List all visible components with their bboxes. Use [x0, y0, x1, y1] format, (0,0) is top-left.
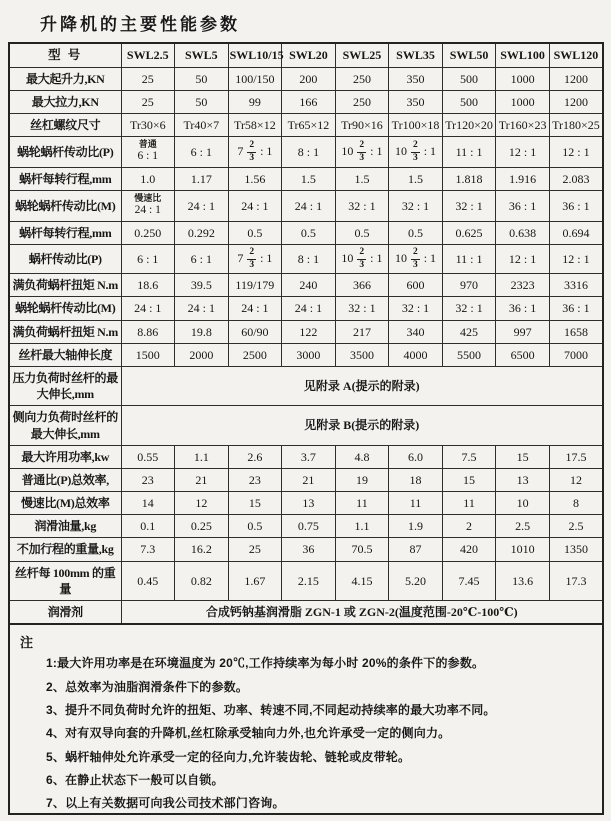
- table-cell: 1.1: [175, 445, 229, 468]
- table-row: [9, 468, 603, 491]
- table-cell: 6 : 1: [175, 245, 229, 274]
- cell-note-text: 普通: [138, 139, 157, 150]
- table-cell: 420: [442, 538, 496, 561]
- table-cell: 1.9: [389, 515, 443, 538]
- table-cell: 12 : 1: [496, 245, 550, 274]
- fraction: $\frac{2}{3}$: [249, 247, 255, 270]
- merged-cell: 见附录 A(提示的附录): [121, 366, 603, 405]
- table-cell: 1.56: [228, 168, 282, 191]
- table-cell: 10 $\frac{2}{3}$ : 1: [335, 245, 389, 274]
- table-cell: 350: [389, 91, 443, 114]
- table-cell: 2.5: [549, 515, 603, 538]
- cell-value-text: 6 : 1: [137, 150, 158, 163]
- table-cell: 250: [335, 91, 389, 114]
- table-cell: 0.638: [496, 222, 550, 245]
- fraction: $\frac{2}{3}$: [412, 247, 418, 270]
- table-cell: 4000: [389, 343, 443, 366]
- table-cell: 10 $\frac{2}{3}$ : 1: [389, 245, 443, 274]
- table-cell: 1.818: [442, 168, 496, 191]
- table-cell: 16.2: [175, 538, 229, 561]
- table-cell: 32 : 1: [335, 297, 389, 320]
- table-row: [9, 445, 603, 468]
- table-cell: 32 : 1: [442, 297, 496, 320]
- table-cell: 13: [282, 492, 336, 515]
- table-cell: 7.5: [442, 445, 496, 468]
- table-cell: 99: [228, 91, 282, 114]
- table-cell: 15: [442, 468, 496, 491]
- table-row: [9, 222, 603, 245]
- table-cell: 36 : 1: [496, 297, 550, 320]
- table-cell: 500: [442, 67, 496, 90]
- table-cell: 7.3: [121, 538, 175, 561]
- table-cell: 87: [389, 538, 443, 561]
- table-cell: 1000: [496, 67, 550, 90]
- row-label: 润滑油量,kg: [9, 515, 121, 538]
- table-cell: 12: [549, 468, 603, 491]
- table-cell: 24 : 1: [228, 191, 282, 222]
- table-cell: 1.0: [121, 168, 175, 191]
- table-cell: 25: [228, 538, 282, 561]
- table-cell: 2.5: [496, 515, 550, 538]
- table-cell: Tr120×20: [442, 114, 496, 137]
- table-cell: 8 : 1: [282, 137, 336, 168]
- table-cell: 23: [121, 468, 175, 491]
- table-cell: 11 : 1: [442, 137, 496, 168]
- table-cell: 25: [121, 67, 175, 90]
- note-line: 6、在静止状态下一般可以自锁。: [46, 772, 224, 787]
- table-cell: 6.0: [389, 445, 443, 468]
- table-cell: 0.5: [335, 222, 389, 245]
- table-cell: 1350: [549, 538, 603, 561]
- table-cell: 3000: [282, 343, 336, 366]
- table-cell: Tr30×6: [121, 114, 175, 137]
- table-cell: 10: [496, 492, 550, 515]
- table-cell: 200: [282, 67, 336, 90]
- row-label: 慢速比(M)总效率: [9, 492, 121, 515]
- column-header: SWL100: [496, 43, 550, 67]
- table-cell: 24 : 1: [175, 191, 229, 222]
- table-row: [9, 114, 603, 137]
- table-cell: 2.083: [549, 168, 603, 191]
- column-header: SWL5: [175, 43, 229, 67]
- table-cell: 1.916: [496, 168, 550, 191]
- table-row: [9, 601, 603, 625]
- table-cell: 13.6: [496, 561, 550, 600]
- table-cell: [121, 191, 175, 222]
- table-cell: 60/90: [228, 320, 282, 343]
- table-cell: 11: [389, 492, 443, 515]
- table-cell: 0.292: [175, 222, 229, 245]
- table-cell: 1010: [496, 538, 550, 561]
- table-row: [9, 492, 603, 515]
- table-row: [9, 137, 603, 168]
- table-cell: 18.6: [121, 274, 175, 297]
- table-cell: Tr160×23: [496, 114, 550, 137]
- table-cell: 12 : 1: [496, 137, 550, 168]
- table-cell: 1.1: [335, 515, 389, 538]
- column-header: SWL2.5: [121, 43, 175, 67]
- table-cell: 1.5: [335, 168, 389, 191]
- table-cell: 36 : 1: [496, 191, 550, 222]
- table-row: [9, 515, 603, 538]
- table-cell: 24 : 1: [228, 297, 282, 320]
- table-cell: 2.6: [228, 445, 282, 468]
- table-cell: 4.8: [335, 445, 389, 468]
- table-cell: 217: [335, 320, 389, 343]
- table-cell: 0.25: [175, 515, 229, 538]
- table-cell: 0.5: [228, 222, 282, 245]
- table-cell: 2500: [228, 343, 282, 366]
- table-cell: 0.625: [442, 222, 496, 245]
- row-label: 不加行程的重量,kg: [9, 538, 121, 561]
- table-cell: 24 : 1: [121, 297, 175, 320]
- table-cell: 0.694: [549, 222, 603, 245]
- table-cell: 13: [496, 468, 550, 491]
- table-cell: 3.7: [282, 445, 336, 468]
- merged-cell: 合成钙钠基润滑脂 ZGN-1 或 ZGN-2(温度范围-20℃-100℃): [121, 601, 603, 625]
- table-cell: Tr100×18: [389, 114, 443, 137]
- table-cell: 24 : 1: [282, 297, 336, 320]
- row-label: 侧向力负荷时丝杆的最大伸长,mm: [9, 406, 121, 445]
- table-cell: 12 : 1: [549, 245, 603, 274]
- row-label: 润滑剂: [9, 601, 121, 625]
- table-cell: 8.86: [121, 320, 175, 343]
- notes-heading: 注: [20, 635, 34, 651]
- table-cell: 23: [228, 468, 282, 491]
- note-line: 1:最大许用功率是在环境温度为 20℃,工作持续率为每小时 20%的条件下的参数。: [46, 656, 485, 671]
- table-row: [9, 320, 603, 343]
- note-line: 2、总效率为油脂润滑条件下的参数。: [46, 679, 249, 694]
- row-label: 蜗轮蜗杆传动比(P): [9, 137, 121, 168]
- table-cell: 32 : 1: [442, 191, 496, 222]
- table-cell: 14: [121, 492, 175, 515]
- table-cell: 1000: [496, 91, 550, 114]
- table-cell: 5.20: [389, 561, 443, 600]
- table-cell: 1200: [549, 91, 603, 114]
- column-header: SWL120: [549, 43, 603, 67]
- table-cell: 10 $\frac{2}{3}$ : 1: [335, 137, 389, 168]
- table-cell: 2000: [175, 343, 229, 366]
- table-cell: 5500: [442, 343, 496, 366]
- table-cell: 1.5: [282, 168, 336, 191]
- table-cell: 340: [389, 320, 443, 343]
- table-cell: 11: [442, 492, 496, 515]
- table-cell: 1.67: [228, 561, 282, 600]
- row-label: 蜗杆传动比(P): [9, 245, 121, 274]
- column-header: SWL25: [335, 43, 389, 67]
- table-cell: 122: [282, 320, 336, 343]
- note-line: 5、蜗杆轴伸处允许承受一定的径向力,允许装齿轮、链轮或皮带轮。: [46, 749, 411, 764]
- table-cell: 24 : 1: [282, 191, 336, 222]
- row-label: 蜗轮蜗杆传动比(M): [9, 297, 121, 320]
- table-cell: 0.45: [121, 561, 175, 600]
- note-line: 3、提升不同负荷时允许的扭矩、功率、转速不同,不同起动持续率的最大功率不同。: [46, 702, 496, 717]
- model-header-label: 型 号: [9, 43, 121, 67]
- table-cell: Tr65×12: [282, 114, 336, 137]
- table-cell: 1658: [549, 320, 603, 343]
- table-cell: Tr58×12: [228, 114, 282, 137]
- table-cell: 0.250: [121, 222, 175, 245]
- table-cell: 0.5: [389, 222, 443, 245]
- table-cell: Tr90×16: [335, 114, 389, 137]
- table-cell: 3316: [549, 274, 603, 297]
- table-cell: 25: [121, 91, 175, 114]
- table-cell: 10 $\frac{2}{3}$ : 1: [389, 137, 443, 168]
- table-cell: 11 : 1: [442, 245, 496, 274]
- table-row: [9, 297, 603, 320]
- table-cell: 32 : 1: [335, 191, 389, 222]
- row-label: 压力负荷时丝杆的最大伸长,mm: [9, 366, 121, 405]
- table-cell: 7 $\frac{2}{3}$ : 1: [228, 137, 282, 168]
- row-label: 丝杆最大轴伸长度: [9, 343, 121, 366]
- row-label: 满负荷蜗杆扭矩 N.m: [9, 274, 121, 297]
- table-cell: 100/150: [228, 67, 282, 90]
- fraction: $\frac{2}{3}$: [412, 140, 418, 163]
- merged-cell: 见附录 B(提示的附录): [121, 406, 603, 445]
- table-cell: 119/179: [228, 274, 282, 297]
- table-cell: 2.15: [282, 561, 336, 600]
- cell-note-text: 慢速比: [134, 193, 162, 204]
- table-cell: 0.75: [282, 515, 336, 538]
- table-cell: 350: [389, 67, 443, 90]
- table-cell: 600: [389, 274, 443, 297]
- table-cell: 36: [282, 538, 336, 561]
- table-cell: 997: [496, 320, 550, 343]
- table-cell: 70.5: [335, 538, 389, 561]
- row-label: 最大起升力,KN: [9, 67, 121, 90]
- table-cell: 18: [389, 468, 443, 491]
- row-label: 蜗杆每转行程,mm: [9, 168, 121, 191]
- table-cell: 36 : 1: [549, 297, 603, 320]
- note-line: 7、以上有关数据可向我公司技术部门咨询。: [46, 796, 285, 811]
- table-cell: 32 : 1: [389, 297, 443, 320]
- notes-box: [8, 625, 604, 815]
- table-cell: 39.5: [175, 274, 229, 297]
- row-label: 最大拉力,KN: [9, 91, 121, 114]
- cell-value-text: 24 : 1: [134, 204, 161, 217]
- table-header-row: [9, 43, 603, 67]
- table-row: [9, 274, 603, 297]
- table-cell: 500: [442, 91, 496, 114]
- table-cell: 1.17: [175, 168, 229, 191]
- note-line: 4、对有双导向套的升降机,丝杠除承受轴向力外,也允许承受一定的侧向力。: [46, 726, 451, 741]
- table-cell: 21: [282, 468, 336, 491]
- table-cell: 250: [335, 67, 389, 90]
- table-cell: 970: [442, 274, 496, 297]
- performance-parameters-table: [8, 42, 604, 625]
- table-cell: 1500: [121, 343, 175, 366]
- table-row: [9, 67, 603, 90]
- scanned-spec-page: [0, 10, 611, 821]
- table-cell: 7.45: [442, 561, 496, 600]
- table-cell: 15: [228, 492, 282, 515]
- table-cell: 8: [549, 492, 603, 515]
- table-cell: 17.5: [549, 445, 603, 468]
- table-cell: 240: [282, 274, 336, 297]
- column-header: SWL50: [442, 43, 496, 67]
- table-cell: 366: [335, 274, 389, 297]
- table-cell: 0.5: [282, 222, 336, 245]
- table-cell: Tr40×7: [175, 114, 229, 137]
- table-cell: Tr180×25: [549, 114, 603, 137]
- row-label: 丝杆每 100mm 的重量: [9, 561, 121, 600]
- table-row: [9, 561, 603, 600]
- table-row: [9, 406, 603, 445]
- table-row: [9, 245, 603, 274]
- table-row: [9, 191, 603, 222]
- row-label: 最大许用功率,kw: [9, 445, 121, 468]
- table-cell: 0.55: [121, 445, 175, 468]
- table-cell: 50: [175, 91, 229, 114]
- table-cell: 7000: [549, 343, 603, 366]
- table-cell: 0.82: [175, 561, 229, 600]
- table-cell: 6500: [496, 343, 550, 366]
- table-cell: 0.5: [228, 515, 282, 538]
- table-cell: [121, 137, 175, 168]
- table-cell: 12: [175, 492, 229, 515]
- table-row: [9, 343, 603, 366]
- table-cell: 36 : 1: [549, 191, 603, 222]
- table-row: [9, 366, 603, 405]
- table-cell: 15: [496, 445, 550, 468]
- table-cell: 2323: [496, 274, 550, 297]
- table-cell: 1.5: [389, 168, 443, 191]
- table-cell: 19.8: [175, 320, 229, 343]
- column-header: SWL10/15: [228, 43, 282, 67]
- table-row: [9, 538, 603, 561]
- table-cell: 6 : 1: [121, 245, 175, 274]
- fraction: $\frac{2}{3}$: [359, 140, 365, 163]
- table-cell: 32 : 1: [389, 191, 443, 222]
- table-cell: 8 : 1: [282, 245, 336, 274]
- fraction: $\frac{2}{3}$: [249, 140, 255, 163]
- row-label: 丝杠螺纹尺寸: [9, 114, 121, 137]
- page-title: 升降机的主要性能参数: [40, 15, 240, 34]
- table-cell: 21: [175, 468, 229, 491]
- table-cell: 2: [442, 515, 496, 538]
- row-label: 满负荷蜗杆扭矩 N.m: [9, 320, 121, 343]
- table-row: [9, 168, 603, 191]
- table-cell: 0.1: [121, 515, 175, 538]
- table-cell: 4.15: [335, 561, 389, 600]
- table-cell: 50: [175, 67, 229, 90]
- column-header: SWL20: [282, 43, 336, 67]
- table-cell: 1200: [549, 67, 603, 90]
- table-cell: 11: [335, 492, 389, 515]
- table-cell: 7 $\frac{2}{3}$ : 1: [228, 245, 282, 274]
- fraction: $\frac{2}{3}$: [359, 247, 365, 270]
- row-label: 蜗杆每转行程,mm: [9, 222, 121, 245]
- table-cell: 166: [282, 91, 336, 114]
- table-cell: 12 : 1: [549, 137, 603, 168]
- table-cell: 3500: [335, 343, 389, 366]
- table-row: [9, 91, 603, 114]
- table-cell: 19: [335, 468, 389, 491]
- table-cell: 24 : 1: [175, 297, 229, 320]
- row-label: 普通比(P)总效率,: [9, 468, 121, 491]
- column-header: SWL35: [389, 43, 443, 67]
- row-label: 蜗轮蜗杆传动比(M): [9, 191, 121, 222]
- table-cell: 425: [442, 320, 496, 343]
- table-cell: 6 : 1: [175, 137, 229, 168]
- table-cell: 17.3: [549, 561, 603, 600]
